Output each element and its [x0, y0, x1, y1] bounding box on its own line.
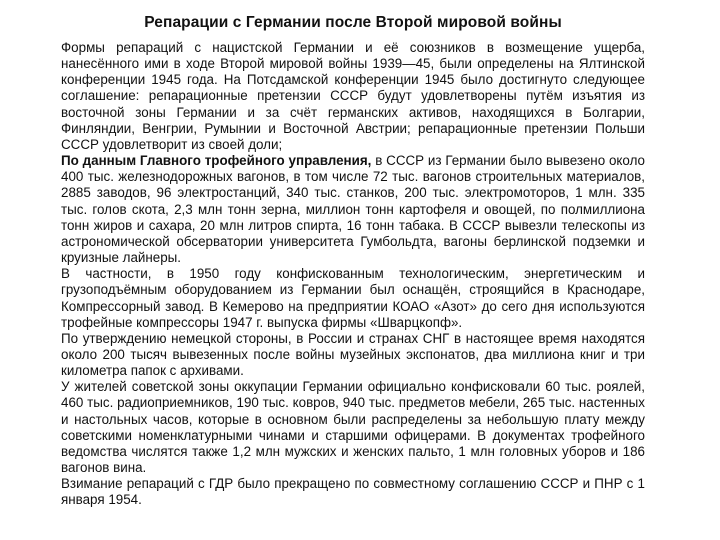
paragraph-museum-exhibits: [61, 331, 645, 379]
paragraph-potsdam-agreement: [61, 40, 645, 153]
paragraph-text: По утверждению немецкой стороны, в России и странах СНГ в настоящее время находятся около 200 тысяч вывезенных после войны музейных экспонатов, два миллиона книг и три километра папок с архивами.: [61, 330, 645, 379]
paragraph-trophy-statistics: [61, 153, 645, 266]
paragraph-text: В частности, в 1950 году конфискованным технологическим, энергетическим и грузоподъёмным оборудованием из Германии был оснащён, строящийся в Краснодаре, Компрессорный завод. В Кемерово на предприятии КОАО «Азот» до сего дня используются трофейные компрессоры 1947 г. выпуска фирмы «Шварцкопф».: [61, 266, 645, 330]
paragraph-confiscated-goods: [61, 379, 645, 476]
paragraph-text: Взимание репараций с ГДР было прекращено по совместному соглашению СССР и ПНР с 1 января 1954.: [61, 476, 645, 508]
document-title: Репарации с Германии после Второй мировой войны: [144, 14, 562, 31]
paragraph-compressor-plants: [61, 266, 645, 331]
paragraph-text: в СССР из Германии было вывезено около 400 тыс. железнодорожных вагонов, в том числе 72 тыс. вагонов строительных материалов, 2885 заводов, 96 электростанций, 340 тыс. станков, 200 тыс. электромоторов, 1 млн. 335 тыс. голов скота, 2,3 млн тонн зерна, миллион тонн картофеля и овощей, по полмиллиона тонн жиров и сахара, 20 млн литров спирта, 16 тонн табака. В СССР вывезли телескопы из астрономической обсерватории университета Гумбольдта, вагоны берлинской подземки и круизные лайнеры.: [61, 153, 645, 266]
paragraph-lead: По данным Главного трофейного управления,: [61, 153, 372, 169]
paragraph-gdr-end: [61, 476, 645, 508]
paragraph-text: Формы репараций с нацистской Германии и её союзников в возмещение ущерба, нанесённого ими в ходе Второй мировой войны 1939—45, были определены на Ялтинской конференции 1945 года. На Потсдамской конференции 1945 было достигнуто следующее соглашение: репарационные претензии СССР будут удовлетворены путём изъятия из восточной зоны Германии и за счёт германских активов, находящихся в Болгарии, Финляндии, Венгрии, Румынии и Восточной Австрии; репарационные претензии Польши СССР удовлетворит из своей доли;: [61, 40, 645, 152]
paragraph-text: У жителей советской зоны оккупации Германии официально конфисковали 60 тыс. роялей, 460 тыс. радиоприемников, 190 тыс. ковров, 940 тыс. предметов мебели, 265 тыс. настенных и настольных часов, которые в основном были распределены за небольшую плату между советскими номенклатурными чинами и старшими офицерами. В документах трофейного ведомства числятся также 1,2 млн мужских и женских пальто, 1 млн головных уборов и 186 вагонов вина.: [61, 379, 645, 476]
